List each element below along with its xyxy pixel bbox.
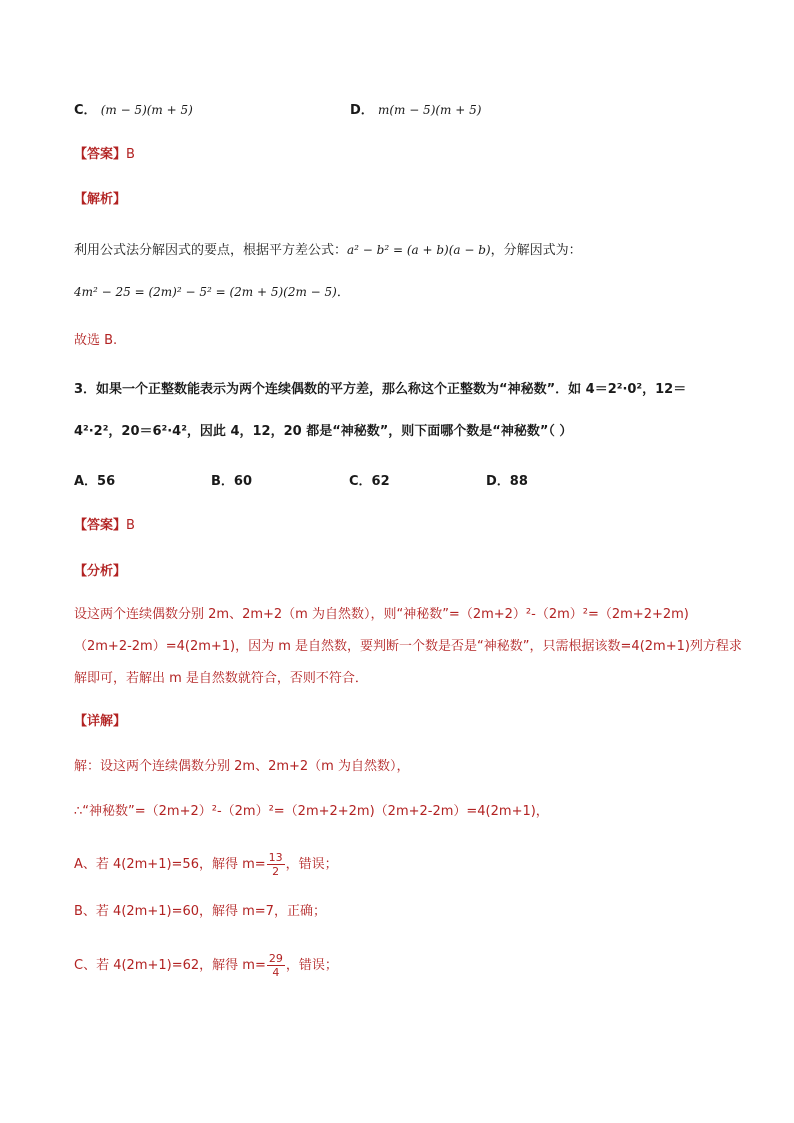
detail-a-verdict: ，错误； xyxy=(285,857,338,872)
answer-value: B xyxy=(126,147,135,162)
q3-detail-line-1: 解：设这两个连续偶数分别 2m、2m+2（m 为自然数）， xyxy=(74,759,410,774)
fraction-numerator: 13 xyxy=(268,851,283,864)
q3-fenxi-line-1: 设这两个连续偶数分别 2m、2m+2（m 为自然数），则“神秘数”=（2m+2）²-（2m）²=（2m+2+2m) xyxy=(74,607,689,622)
detail-c-text: C、若 4(2m+1)=62，解得 m= xyxy=(74,958,266,973)
answer-tag: 【答案】 xyxy=(74,518,127,533)
fraction-13-over-2 xyxy=(267,851,285,878)
q3-option-b: B．60 xyxy=(211,474,252,489)
factorization-formula: 4m² − 25 = (2m)² − 5² = (2m + 5)(2m − 5) xyxy=(74,285,337,299)
q2-formula-work xyxy=(74,282,350,303)
q3-fenxi-line-3: 解即可，若解出 m 是自然数就符合，否则不符合． xyxy=(74,671,368,686)
q3-detail-line-2: ∴“神秘数”=（2m+2）²-（2m）²=（2m+2+2m)（2m+2-2m）=4(2m+1)， xyxy=(74,804,549,819)
option-c-expression: (m − 5)(m + 5) xyxy=(100,103,193,117)
q2-analysis-tag: 【解析】 xyxy=(74,192,127,207)
q3-question-line-1: 3．如果一个正整数能表示为两个连续偶数的平方差，那么称这个正整数为“神秘数”．如 4＝2²·0²，12＝ xyxy=(74,382,687,397)
q2-analysis-text xyxy=(74,240,582,261)
detail-c-verdict: ，错误； xyxy=(285,958,338,973)
fraction-denominator: 2 xyxy=(272,865,280,878)
q3-detail-option-a xyxy=(74,851,338,878)
q3-option-d: D．88 xyxy=(486,474,528,489)
q3-detail-tag: 【详解】 xyxy=(74,714,127,729)
option-d-prev xyxy=(350,100,481,121)
formula-end: ． xyxy=(336,285,350,300)
detail-a-text: A、若 4(2m+1)=56，解得 m= xyxy=(74,857,266,872)
q2-answer xyxy=(74,145,135,165)
q3-answer xyxy=(74,516,135,536)
option-c-label: C． xyxy=(74,103,97,118)
analysis-text-1: 利用公式法分解因式的要点，根据平方差公式： xyxy=(74,243,348,258)
option-c-prev xyxy=(74,100,193,121)
q3-option-c: C．62 xyxy=(349,474,390,489)
fraction-29-over-4 xyxy=(267,952,285,979)
q3-option-a: A．56 xyxy=(74,474,116,489)
fraction-denominator: 4 xyxy=(272,966,280,979)
q3-fenxi-line-2: （2m+2-2m）=4(2m+1)，因为 m 是自然数，要判断一个数是否是“神秘数”，只需根据该数=4(2m+1)列方程求 xyxy=(74,639,742,654)
diff-squares-formula: a² − b² = (a + b)(a − b) xyxy=(347,243,491,257)
answer-tag: 【答案】 xyxy=(74,147,127,162)
q3-detail-option-b: B、若 4(2m+1)=60，解得 m=7，正确； xyxy=(74,904,326,919)
q3-question-line-2: 4²·2²，20＝6²·4²，因此 4，12，20 都是“神秘数”，则下面哪个数是“神秘数”（ ） xyxy=(74,424,573,439)
analysis-text-2: ，分解因式为： xyxy=(490,243,582,258)
q3-fenxi-tag: 【分析】 xyxy=(74,564,127,579)
option-d-label: D． xyxy=(350,103,374,118)
q3-detail-option-c xyxy=(74,952,338,979)
q2-conclusion: 故选 B. xyxy=(74,333,118,348)
option-d-expression: m(m − 5)(m + 5) xyxy=(377,103,482,117)
answer-value: B xyxy=(126,518,135,533)
fraction-numerator: 29 xyxy=(268,952,283,965)
